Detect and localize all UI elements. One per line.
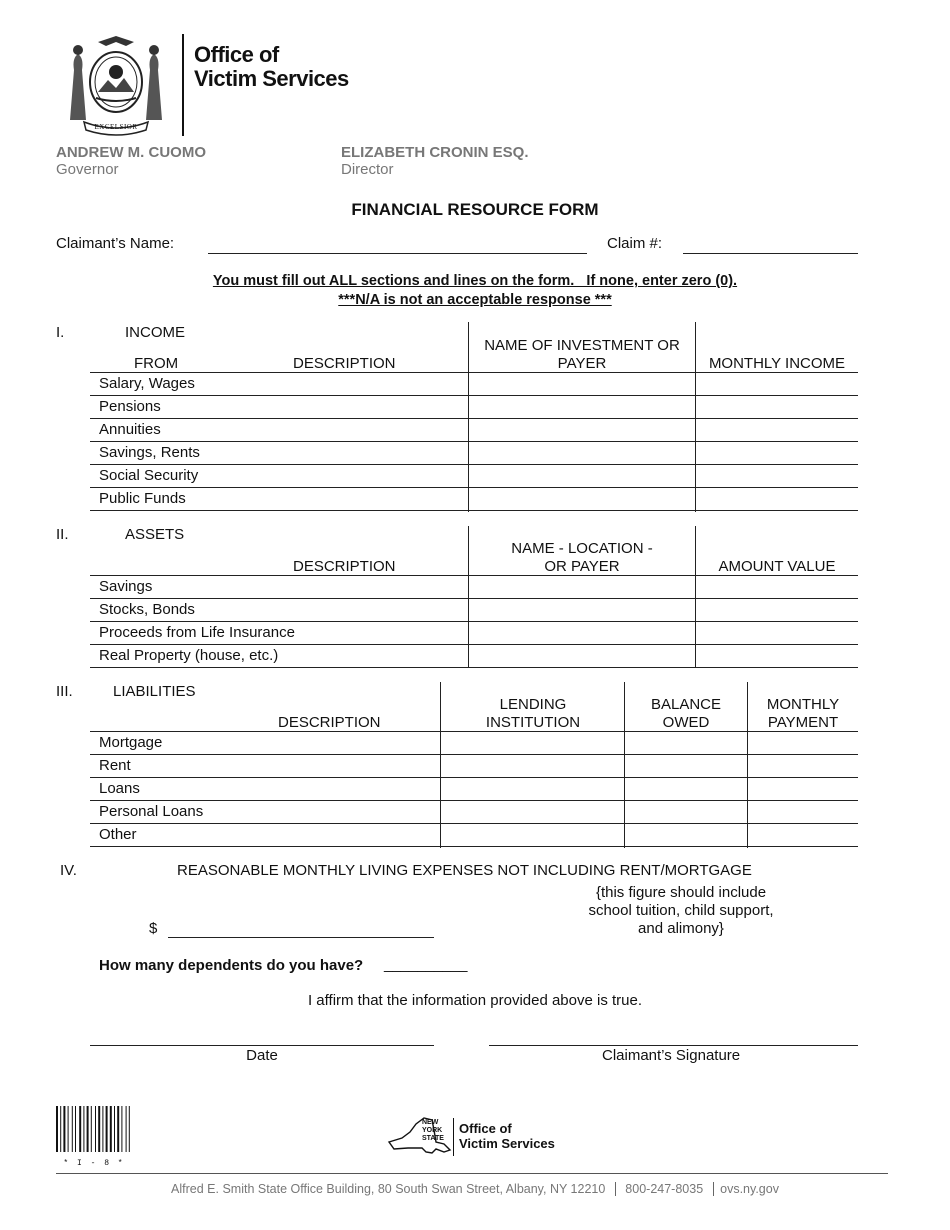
income-row-label: Pensions [99, 398, 161, 415]
claim-number-label: Claim #: [607, 235, 663, 252]
logo-divider [182, 34, 184, 136]
assets-col-description: DESCRIPTION [293, 558, 396, 575]
liabilities-row-cell[interactable] [625, 732, 747, 754]
assets-row-label: Real Property (house, etc.) [99, 647, 279, 664]
liabilities-row-cell[interactable] [625, 801, 747, 823]
barcode-bar [68, 1106, 69, 1152]
instruction-line-1: You must fill out ALL sections and lines on the form. If none, enter zero (0). [212, 273, 738, 289]
liabilities-section-title: LIABILITIES [113, 683, 196, 700]
liabilities-col-balance-line-2: OWED [662, 714, 710, 731]
footer-logo-line-2: Victim Services [459, 1136, 555, 1151]
liabilities-col-lending-line-1: LENDING [499, 696, 567, 713]
income-col-description: DESCRIPTION [293, 355, 396, 372]
income-row-cell[interactable] [469, 488, 695, 510]
liabilities-col-monthly-line-1: MONTHLY [766, 696, 840, 713]
director-name: ELIZABETH CRONIN ESQ. [341, 144, 529, 161]
governor-name: ANDREW M. CUOMO [56, 144, 206, 161]
income-row-rule [90, 510, 858, 511]
liabilities-row-cell[interactable] [625, 755, 747, 777]
liabilities-row-rule [90, 846, 858, 847]
income-col-name-line-1: NAME OF INVESTMENT OR [484, 337, 680, 354]
barcode-bar [114, 1106, 115, 1152]
income-section-title: INCOME [125, 324, 185, 341]
assets-section-number: II. [56, 526, 69, 543]
barcode-bar [98, 1106, 100, 1152]
assets-col-name-line-1: NAME - LOCATION - [511, 540, 653, 557]
state-seal [60, 30, 172, 136]
claimant-name-label: Claimant’s Name: [56, 235, 175, 252]
income-row-label: Savings, Rents [99, 444, 200, 461]
claim-number-field[interactable] [683, 253, 858, 254]
barcode-bar [75, 1106, 76, 1152]
expenses-dollar-sign: $ [149, 920, 158, 937]
date-field[interactable] [90, 1045, 434, 1046]
footer-logo [386, 1116, 576, 1160]
governor-title: Governor [56, 161, 119, 178]
dependents-field[interactable]: __________ [384, 956, 468, 973]
liabilities-row-cell[interactable] [748, 778, 858, 800]
liabilities-col-lending [441, 696, 625, 732]
logo-line-2: Victim Services [194, 66, 349, 91]
assets-row-cell[interactable] [696, 622, 858, 644]
liabilities-row-cell[interactable] [748, 801, 858, 823]
footer-logo-divider [453, 1118, 454, 1156]
affirm-statement: I affirm that the information provided above is true. [307, 992, 643, 1009]
expenses-note-line-1: {this figure should include [595, 884, 767, 901]
income-row-label: Social Security [99, 467, 199, 484]
seal-motto: EXCELSIOR [94, 123, 138, 131]
liabilities-col-balance-line-1: BALANCE [650, 696, 722, 713]
barcode-bar [110, 1106, 112, 1152]
barcode-bar [63, 1106, 65, 1152]
assets-row-cell[interactable] [469, 599, 695, 621]
income-row-cell[interactable] [696, 373, 858, 395]
income-row-cell[interactable] [696, 465, 858, 487]
income-row-cell[interactable] [469, 419, 695, 441]
assets-col-amount: AMOUNT VALUE [718, 558, 836, 575]
signature-label: Claimant’s Signature [602, 1047, 741, 1064]
liabilities-section-number: III. [56, 683, 73, 700]
liabilities-row-label: Rent [99, 757, 131, 774]
liabilities-row-label: Mortgage [99, 734, 163, 751]
liabilities-row-cell[interactable] [748, 732, 858, 754]
barcode-bar [83, 1106, 84, 1152]
barcode-bar [106, 1106, 108, 1152]
barcode [56, 1106, 132, 1166]
liabilities-row-label: Other [99, 826, 137, 843]
instruction-line-2: ***N/A is not an acceptable response *** [338, 292, 612, 308]
liabilities-col-monthly-line-2: PAYMENT [767, 714, 839, 731]
assets-row-label: Savings [99, 578, 153, 595]
income-row-cell[interactable] [469, 373, 695, 395]
income-row-label: Public Funds [99, 490, 186, 507]
liabilities-row-cell[interactable] [748, 755, 858, 777]
assets-section-title: ASSETS [125, 526, 185, 543]
liabilities-row-label: Personal Loans [99, 803, 204, 820]
assets-row-label: Stocks, Bonds [99, 601, 195, 618]
income-row-cell[interactable] [696, 442, 858, 464]
income-col-name-line-2: PAYER [557, 355, 607, 372]
liabilities-row-label: Loans [99, 780, 140, 797]
assets-row-cell[interactable] [696, 599, 858, 621]
liabilities-col-lending-line-2: INSTITUTION [485, 714, 581, 731]
expenses-section-number: IV. [60, 862, 77, 879]
footer-address: Alfred E. Smith State Office Building, 80 South Swan Street, Albany, NY 12210 [171, 1182, 606, 1196]
ny-state-line-1: NEW [422, 1119, 439, 1126]
ny-state-line-3: STATE [422, 1135, 444, 1142]
assets-row-cell[interactable] [469, 645, 695, 667]
barcode-bar [60, 1106, 61, 1152]
assets-col-name-line-2: OR PAYER [544, 558, 620, 575]
footer-rule [56, 1173, 888, 1174]
expenses-note-line-2: school tuition, child support, [588, 902, 774, 919]
ny-state-line-2: YORK [422, 1127, 443, 1134]
liabilities-col-balance [625, 696, 747, 732]
footer-website[interactable]: ovs.ny.gov [720, 1182, 779, 1196]
income-col-from: FROM [134, 355, 179, 372]
barcode-bar [91, 1106, 92, 1152]
footer-phone: 800-247-8035 [625, 1182, 704, 1196]
income-col-amount: MONTHLY INCOME [708, 355, 846, 372]
assets-row-label: Proceeds from Life Insurance [99, 624, 295, 641]
assets-row-cell[interactable] [469, 622, 695, 644]
barcode-bar [121, 1106, 122, 1152]
liabilities-col-description: DESCRIPTION [278, 714, 381, 731]
liabilities-row-cell[interactable] [441, 801, 624, 823]
barcode-icon [56, 1106, 132, 1154]
expenses-amount-field[interactable] [168, 937, 434, 938]
liabilities-row-cell[interactable] [441, 732, 624, 754]
footer-logo-line-1: Office of [459, 1121, 512, 1136]
expenses-note [566, 884, 796, 938]
state-seal-icon [60, 30, 172, 136]
liabilities-row-cell[interactable] [441, 778, 624, 800]
assets-col-name [469, 540, 695, 576]
income-row-cell[interactable] [469, 442, 695, 464]
barcode-bar [126, 1106, 127, 1152]
income-section-number: I. [56, 324, 65, 341]
liabilities-col-monthly [748, 696, 858, 732]
liabilities-row-cell[interactable] [441, 755, 624, 777]
income-row-cell[interactable] [469, 396, 695, 418]
expenses-note-line-3: and alimony} [638, 920, 724, 937]
assets-row-cell[interactable] [696, 576, 858, 598]
logo-line-1: Office of [194, 42, 279, 67]
income-col-name [469, 337, 695, 373]
date-label: Date [246, 1047, 278, 1064]
barcode-bar [87, 1106, 89, 1152]
assets-row-rule [90, 667, 858, 668]
barcode-bar [72, 1106, 73, 1152]
expenses-section-title: REASONABLE MONTHLY LIVING EXPENSES NOT INCLUDING RENT/MORTGAGE [177, 862, 752, 879]
director-title: Director [341, 161, 394, 178]
liabilities-row-cell[interactable] [441, 824, 624, 846]
income-row-label: Salary, Wages [99, 375, 195, 392]
income-row-cell[interactable] [696, 396, 858, 418]
barcode-text: * I - 8 * [63, 1159, 125, 1168]
liabilities-row-cell[interactable] [625, 824, 747, 846]
income-row-label: Annuities [99, 421, 161, 438]
barcode-bar [95, 1106, 96, 1152]
liabilities-row-cell[interactable] [625, 778, 747, 800]
income-row-cell[interactable] [469, 465, 695, 487]
form-title: FINANCIAL RESOURCE FORM [351, 200, 599, 219]
income-row-cell[interactable] [696, 488, 858, 510]
barcode-bar [56, 1106, 58, 1152]
barcode-bar [79, 1106, 81, 1152]
signature-field[interactable] [489, 1045, 858, 1046]
assets-row-cell[interactable] [696, 645, 858, 667]
barcode-bar [117, 1106, 119, 1152]
assets-row-cell[interactable] [469, 576, 695, 598]
claimant-name-field[interactable] [208, 253, 587, 254]
liabilities-row-cell[interactable] [748, 824, 858, 846]
barcode-bar [129, 1106, 130, 1152]
dependents-label: How many dependents do you have? [99, 957, 364, 974]
income-row-cell[interactable] [696, 419, 858, 441]
footer-contact [0, 1182, 950, 1196]
barcode-bar [102, 1106, 103, 1152]
